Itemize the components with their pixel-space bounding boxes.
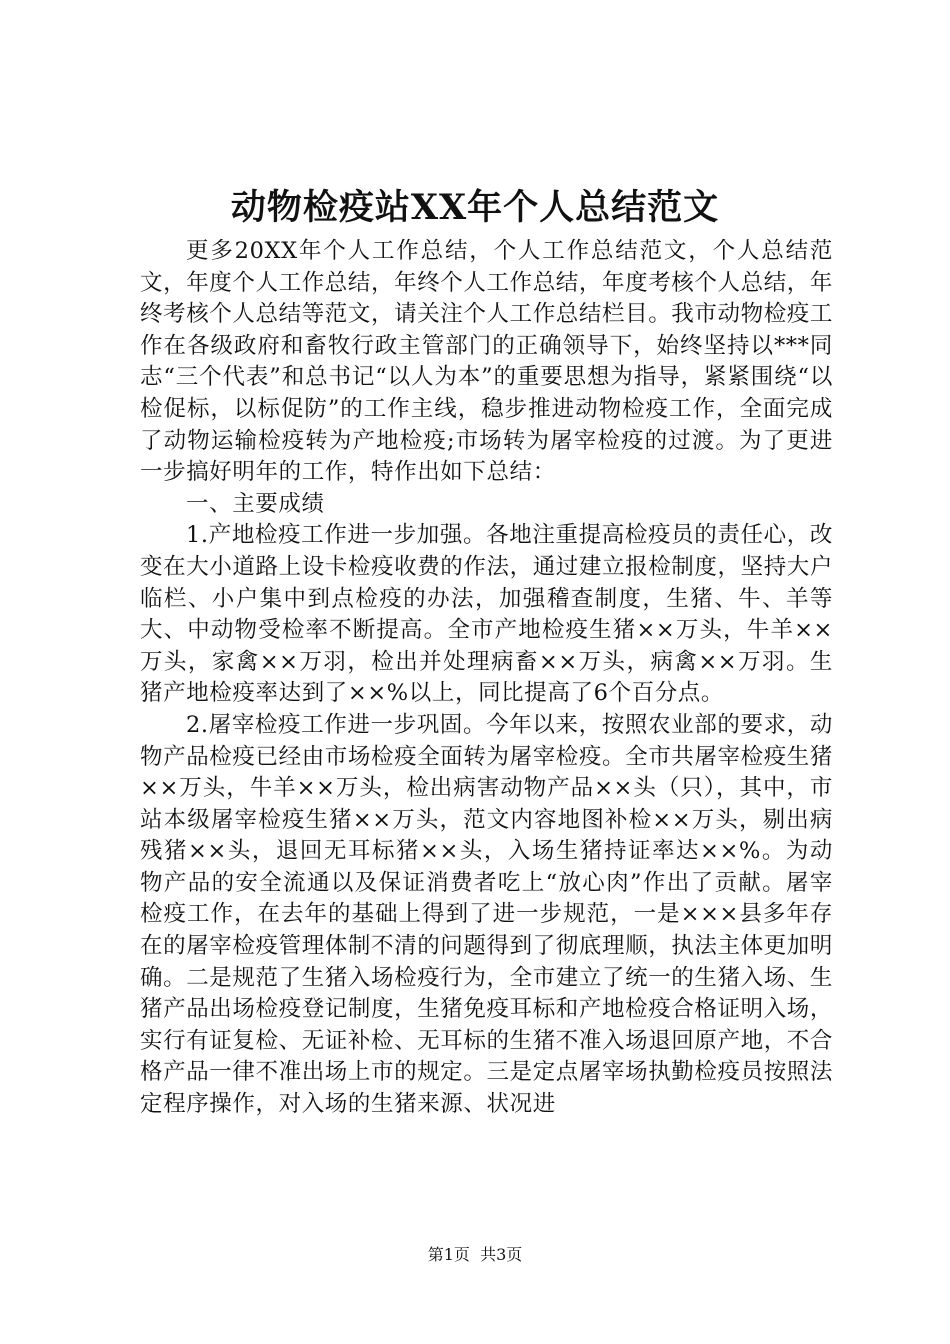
document-body <box>140 236 833 1121</box>
page-total: 共3页 <box>480 1245 523 1264</box>
document-title: 动物检疫站XX年个人总结范文 <box>230 187 720 228</box>
section-heading: 一、主要成绩 <box>186 490 325 517</box>
page-number: 第1页 <box>427 1245 470 1264</box>
paragraph-item-2: 2.屠宰检疫工作进一步巩固。今年以来，按照农业部的要求，动物产品检疫已经由市场检疫全面转为屠宰检疫。全市共屠宰检疫生猪××万头，牛羊××万头，检出病害动物产品××头（只），其中，市站本级屠宰检疫生猪××万头，范文内容地图补检××万头，剔出病残猪××头，退回无耳标猪××头，入场生猪持证率达××%。为动物产品的安全流通以及保证消费者吃上“放心肉”作出了贡献。屠宰检疫工作，在去年的基础上得到了进一步规范，一是×××县多年存在的屠宰检疫管理体制不清的问题得到了彻底理顺，执法主体更加明确。二是规范了生猪入场检疫行为，全市建立了统一的生猪入场、生猪产品出场检疫登记制度，生猪免疫耳标和产地检疫合格证明入场，实行有证复检、无证补检、无耳标的生猪不准入场退回原产地，不合格产品一律不准出场上市的规定。三是定点屠宰场执勤检疫员按照法定程序操作，对入场的生猪来源、状况进 <box>140 711 834 1118</box>
intro-paragraph: 更多20XX年个人工作总结，个人工作总结范文，个人总结范文，年度个人工作总结，年终个人工作总结，年度考核个人总结，年终考核个人总结等范文，请关注个人工作总结栏目。我市动物检疫工作在各级政府和畜牧行政主管部门的正确领导下，始终坚持以***同志“三个代表”和总书记“以人为本”的重要思想为指导，紧紧围绕“以检促标，以标促防”的工作主线，稳步推进动物检疫工作，全面完成了动物运输检疫转为产地检疫;市场转为屠宰检疫的过渡。为了更进一步搞好明年的工作，特作出如下总结： <box>140 238 834 486</box>
paragraph-item-1: 1.产地检疫工作进一步加强。各地注重提高检疫员的责任心，改变在大小道路上设卡检疫收费的作法，通过建立报检制度，坚持大户临栏、小户集中到点检疫的办法，加强稽查制度，生猪、牛、羊等大、中动物受检率不断提高。全市产地检疫生猪××万头，牛羊××万头，家禽××万羽，检出并处理病畜××万头，病禽××万羽。生猪产地检疫率达到了××%以上，同比提高了6个百分点。 <box>140 522 834 707</box>
page-footer <box>0 1244 950 1266</box>
